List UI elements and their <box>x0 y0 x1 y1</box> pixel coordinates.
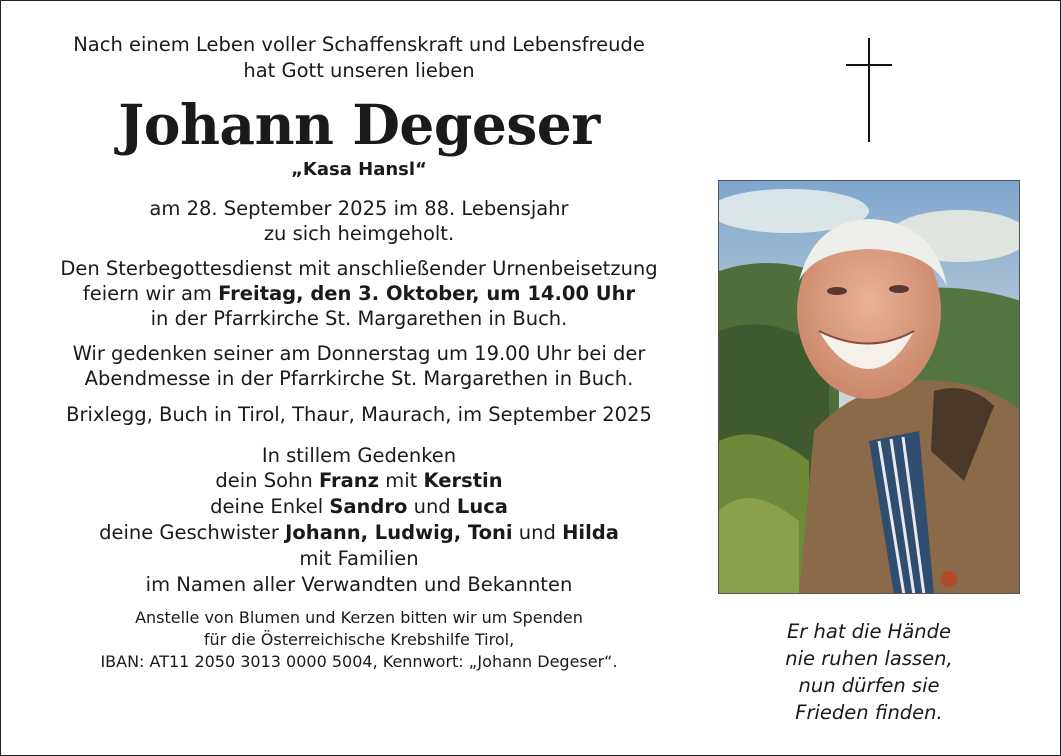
sib-prefix: deine Geschwister <box>99 521 286 544</box>
mass-line-1: Wir gedenken seiner am Donnerstag um 19.00 Uhr bei der <box>72 342 646 365</box>
service-line-1: Den Sterbegottesdienst mit anschließender Urnenbeisetzung <box>60 257 658 280</box>
family-son <box>20 468 698 494</box>
service-line-2-prefix: feiern wir am <box>82 282 219 305</box>
son-mid: mit <box>379 469 424 492</box>
deceased-nickname: „Kasa Hansl“ <box>291 159 427 180</box>
death-line-2: zu sich heimgeholt. <box>263 222 455 245</box>
death-date-text <box>20 196 698 246</box>
service-line-2 <box>20 281 698 306</box>
memory-heading: In stillem Gedenken <box>261 444 457 467</box>
intro-text <box>20 32 698 84</box>
donation-line-2: für die Österreichische Krebshilfe Tirol, <box>203 630 515 649</box>
grand-mid: und <box>407 495 457 518</box>
family-siblings <box>20 520 698 546</box>
place-date-line: Brixlegg, Buch in Tirol, Thaur, Maurach, im September 2025 <box>66 403 652 426</box>
intro-line-1: Nach einem Leben voller Schaffenskraft und Lebensfreude <box>73 33 645 56</box>
donation-line-1: Anstelle von Blumen und Kerzen bitten wir um Spenden <box>135 608 583 627</box>
family-list <box>20 468 698 598</box>
funeral-service-text <box>20 256 698 331</box>
portrait-photo <box>718 180 1020 594</box>
family-relatives: im Namen aller Verwandten und Bekannten <box>145 573 573 596</box>
quote-line-1: Er hat die Hände <box>786 620 952 643</box>
death-line-1: am 28. September 2025 im 88. Lebensjahr <box>149 197 569 220</box>
memorial-quote <box>718 618 1020 726</box>
sib-mid: und <box>512 521 563 544</box>
sibling-names: Johann, Ludwig, Toni <box>285 521 513 544</box>
deceased-name: Johann Degeser <box>118 92 600 157</box>
memorial-mass-text <box>20 341 698 391</box>
intro-line-2: hat Gott unseren lieben <box>243 59 475 82</box>
son-name: Franz <box>318 469 380 492</box>
son-partner-name: Kerstin <box>423 469 503 492</box>
grandchild-1: Sandro <box>329 495 408 518</box>
donation-note <box>20 607 698 673</box>
son-prefix: dein Sohn <box>215 469 319 492</box>
sibling-last: Hilda <box>562 521 619 544</box>
grand-prefix: deine Enkel <box>210 495 330 518</box>
quote-line-4: Frieden finden. <box>795 701 943 724</box>
mass-line-2: Abendmesse in der Pfarrkirche St. Margarethen in Buch. <box>84 367 634 390</box>
family-families: mit Familien <box>299 547 419 570</box>
cross-icon <box>846 38 892 142</box>
donation-iban: IBAN: AT11 2050 3013 0000 5004, Kennwort: „Johann Degeser“. <box>100 652 618 671</box>
quote-line-3: nun dürfen sie <box>798 674 940 697</box>
grandchild-2: Luca <box>456 495 508 518</box>
service-line-3: in der Pfarrkirche St. Margarethen in Buch. <box>150 307 568 330</box>
family-grandchildren <box>20 494 698 520</box>
quote-line-2: nie ruhen lassen, <box>785 647 953 670</box>
obituary-text-column <box>20 32 698 673</box>
portrait-illustration <box>719 181 1020 594</box>
service-date-time: Freitag, den 3. Oktober, um 14.00 Uhr <box>218 282 636 305</box>
